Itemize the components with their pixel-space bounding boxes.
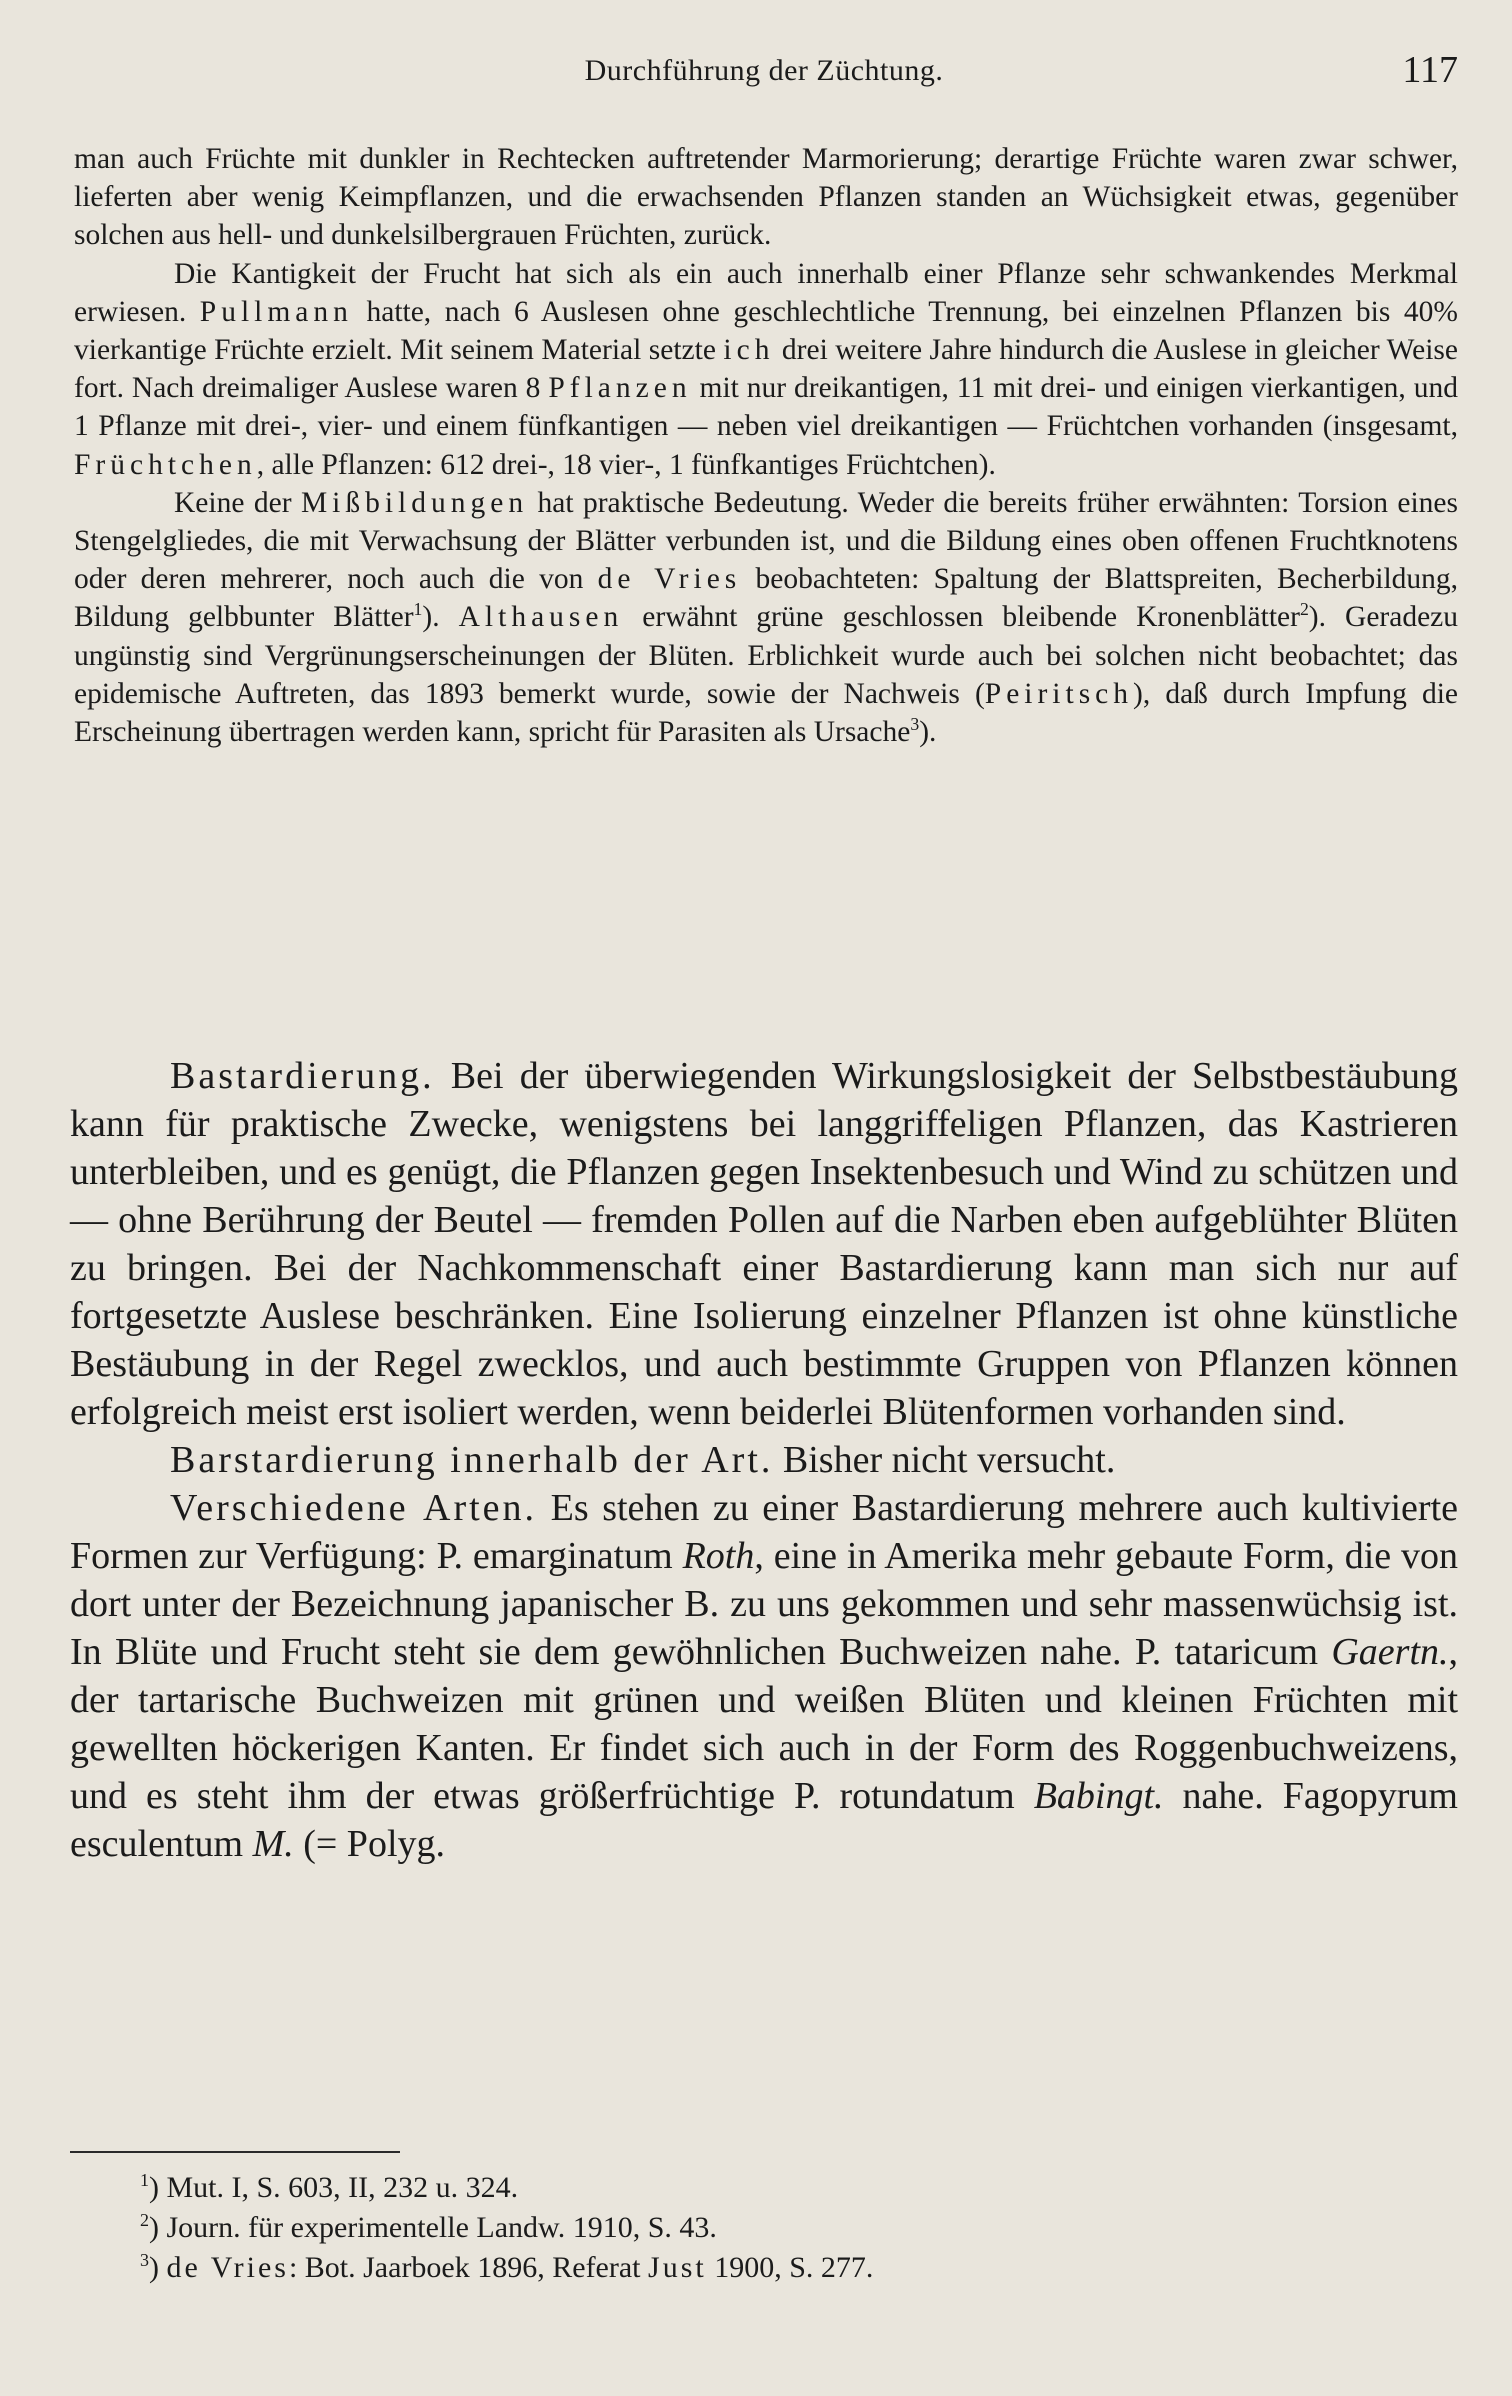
footnote-divider [70,2151,400,2153]
page-number: 117 [1402,49,1458,91]
paragraph-verschiedene-arten: Verschiedene Arten. Es stehen zu einer Bastardierung mehrere auch kultivierte Formen zur Verfügung: P. emarginatum Roth, eine in Amerika mehr gebaute Form, die von dort unter der Bezeichnung japanischer B. zu uns gekommen und sehr massenwüchsig ist. In Blüte und Frucht steht sie dem gewöhnlichen Buchweizen nahe. P. tataricum Gaertn., der tartarische Buchweizen mit grünen und weißen Blüten und kleinen Früchten mit gewellten höckerigen Kanten. Er findet sich auch in der Form des Roggenbuchweizens, und es steht ihm der etwas größerfrüchtige P. rotundatum Babingt. nahe. Fagopyrum esculentum M. (= Polyg. [70,1487,1459,1865]
author-peiritsch: Peiritsch [984,677,1134,710]
small-print-section [74,140,1458,751]
section-heading-verschiedene-arten: Verschiedene Arten. [170,1487,538,1529]
running-title: Durchführung der Züchtung. [584,54,944,87]
footnote-ref-2: 2 [1299,599,1309,620]
paragraph-innerhalb-der-art: Barstardierung innerhalb der Art. Bisher nicht versucht. [170,1439,1116,1481]
footnote-3: $^3$) de Vries: Bot. Jaarboek 1896, Referat Just 1900, S. 277. [140,2250,874,2284]
paragraph-missbildungen: Keine der Mißbildungen hat praktische Bedeutung. Weder die bereits früher erwähnten: Torsion eines Stengelgliedes, die mit Verwachsung der Blätter verbunden ist, und die Bildung eines oben offenen Fruchtknotens oder deren mehrerer, noch auch die von de Vries beobachteten: Spaltung der Blattspreiten, Becherbildung, Bildung gelbbunter Blätter$^1$). Althausen erwähnt grüne geschlossen bleibende Kronenblätter$^2$). Geradezu ungünstig sind Vergrünungserscheinungen der Blüten. Erblichkeit wurde auch bei solchen nicht beobachtet; das epidemische Auftreten, das 1893 bemerkt wurde, sowie der Nachweis (Peiritsch), daß durch Impfung die Erscheinung übertragen werden kann, spricht für Parasiten als Ursache$^3$). [74,486,1459,749]
main-text-section [70,1052,1458,1868]
paragraph-bastardierung: Bastardierung. Bei der überwiegenden Wirkungslosigkeit der Selbstbestäubung kann für praktische Zwecke, wenigstens bei langgriffeligen Pflanzen, das Kastrieren unterbleiben, und es genügt, die Pflanzen gegen Insektenbesuch und Wind zu schützen und — ohne Berührung der Beutel — fremden Pollen auf die Narben eben aufgeblühter Blüten zu bringen. Bei der Nachkommenschaft einer Bastardierung kann man sich nur auf fortgesetzte Auslese beschränken. Eine Isolierung einzelner Pflanzen ist ohne künstliche Bestäubung in der Regel zwecklos, und auch bestimmte Gruppen von Pflanzen können erfolgreich meist erst isoliert werden, wenn beiderlei Blütenformen vorhanden sind. [70,1055,1458,1433]
paragraph-marmorierung: man auch Früchte mit dunkler in Rechtecken auftretender Marmorierung; derartige Früchte waren zwar schwer, lieferten aber wenig Keimpflanzen, und die erwachsenden Pflanzen standen an Wüchsigkeit etwas, gegenüber solchen aus hell- und dunkelsilbergrauen Früchten, zurück. [74,143,1458,252]
footnote-ref-3: 3 [910,714,920,735]
page-header [70,48,1458,98]
section-heading-bastardierung: Bastardierung. [170,1055,435,1097]
author-de-vries: de Vries [597,563,742,596]
paragraph-kantigkeit: Die Kantigkeit der Frucht hat sich als ein auch innerhalb einer Pflanze sehr schwankendes Merkmal erwiesen. Pullmann hatte, nach 6 Auslesen ohne geschlechtliche Trennung, bei einzelnen Pflanzen bis 40% vierkantige Früchte erzielt. Mit seinem Material setzte ich drei weitere Jahre hindurch die Auslese in gleicher Weise fort. Nach dreimaliger Auslese waren 8 Pflanzen mit nur dreikantigen, 11 mit drei- und einigen vierkantigen, und 1 Pflanze mit drei-, vier- und einem fünfkantigen — neben viel dreikantigen — Früchtchen vorhanden (insgesamt, Früchtchen, alle Pflanzen: 612 drei-, 18 vier-, 1 fünfkantiges Früchtchen). [74,257,1458,481]
footnote-ref-1: 1 [413,599,423,620]
footnote-2: $^2$) Journ. für experimentelle Landw. 1910, S. 43. [140,2210,717,2244]
author-althausen: Althausen [458,601,624,634]
footnotes [140,2168,1440,2288]
section-heading-innerhalb-der-art: Barstardierung innerhalb der Art. [170,1439,774,1481]
footnote-1: $^1$) Mut. I, S. 603, II, 232 u. 324. [140,2170,519,2204]
author-pullmann: Pullmann [199,295,353,328]
